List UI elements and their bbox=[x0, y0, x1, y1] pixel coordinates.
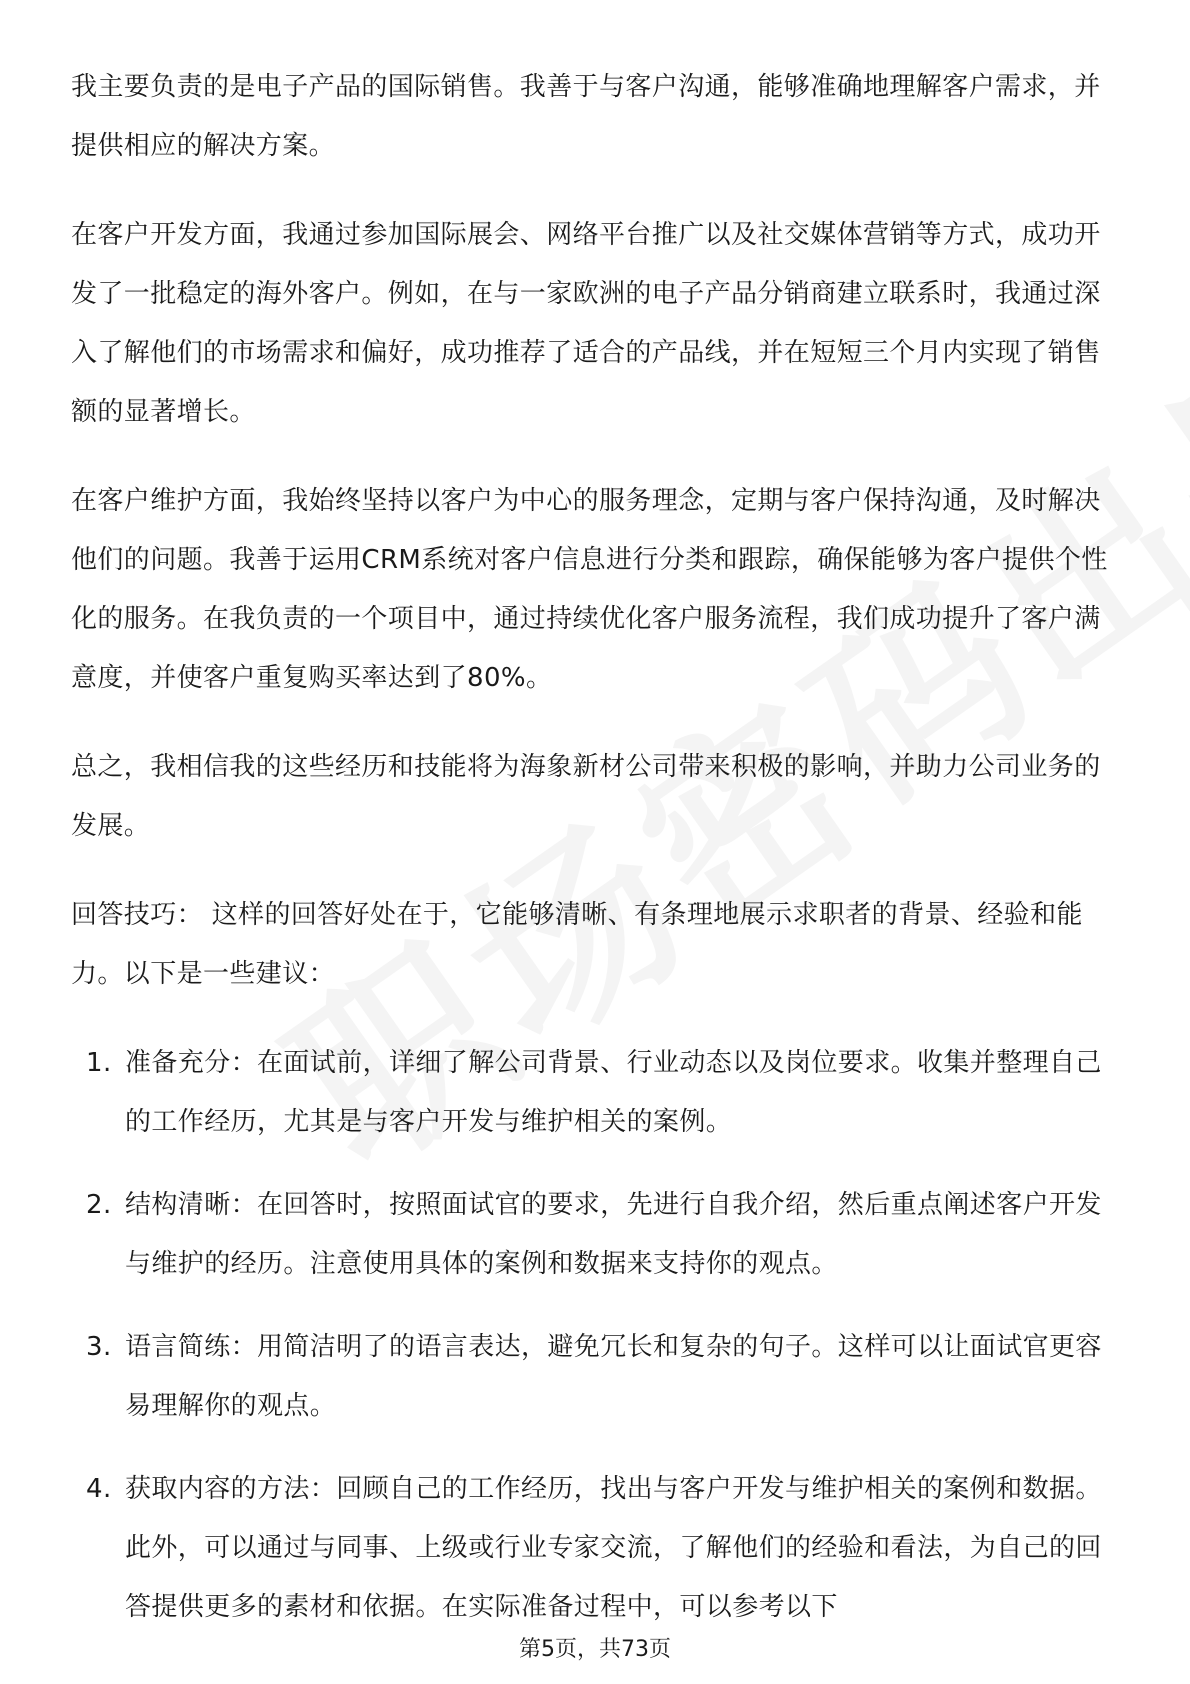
paragraph-client-maintenance: 在客户维护方面，我始终坚持以客户为中心的服务理念，定期与客户保持沟通，及时解决他们的问题。我善于运用CRM系统对客户信息进行分类和跟踪，确保能够为客户提供个性化的服务。在我负责的一个项目中，通过持续优化客户服务流程，我们成功提升了客户满意度，并使客户重复购买率达到了80%。 bbox=[71, 486, 1108, 693]
paragraph-intro: 我主要负责的是电子产品的国际销售。我善于与客户沟通，能够准确地理解客户需求，并提供相应的解决方案。 bbox=[71, 72, 1101, 161]
document-body bbox=[71, 58, 1121, 1661]
list-item bbox=[71, 1176, 1121, 1294]
paragraph-summary: 总之，我相信我的这些经历和技能将为海象新材公司带来积极的影响，并助力公司业务的发展。 bbox=[71, 752, 1101, 841]
list-number: 2. bbox=[86, 1190, 112, 1220]
list-number: 1. bbox=[86, 1048, 112, 1078]
list-item-text: 获取内容的方法：回顾自己的工作经历，找出与客户开发与维护相关的案例和数据。此外，可以通过与同事、上级或行业专家交流，了解他们的经验和看法，为自己的回答提供更多的素材和依据。在实际准备过程中，可以参考以下 bbox=[125, 1474, 1102, 1622]
tips-list bbox=[71, 1034, 1121, 1637]
list-item-text: 准备充分：在面试前，详细了解公司背景、行业动态以及岗位要求。收集并整理自己的工作经历，尤其是与客户开发与维护相关的案例。 bbox=[125, 1048, 1102, 1137]
list-item bbox=[71, 1034, 1121, 1152]
list-item-text: 语言简练：用简洁明了的语言表达，避免冗长和复杂的句子。这样可以让面试官更容易理解你的观点。 bbox=[125, 1332, 1102, 1421]
list-item-text: 结构清晰：在回答时，按照面试官的要求，先进行自我介绍，然后重点阐述客户开发与维护的经历。注意使用具体的案例和数据来支持你的观点。 bbox=[125, 1190, 1102, 1279]
list-number: 4. bbox=[86, 1474, 112, 1504]
list-number: 3. bbox=[86, 1332, 112, 1362]
paragraph-client-development: 在客户开发方面，我通过参加国际展会、网络平台推广以及社交媒体营销等方式，成功开发了一批稳定的海外客户。例如，在与一家欧洲的电子产品分销商建立联系时，我通过深入了解他们的市场需求和偏好，成功推荐了适合的产品线，并在短短三个月内实现了销售额的显著增长。 bbox=[71, 220, 1101, 427]
paragraph-answer-tips: 回答技巧： 这样的回答好处在于，它能够清晰、有条理地展示求职者的背景、经验和能力。以下是一些建议： bbox=[71, 900, 1083, 989]
page-footer: 第5页，共73页 bbox=[519, 1637, 671, 1662]
list-item bbox=[71, 1460, 1121, 1637]
list-item bbox=[71, 1318, 1121, 1436]
